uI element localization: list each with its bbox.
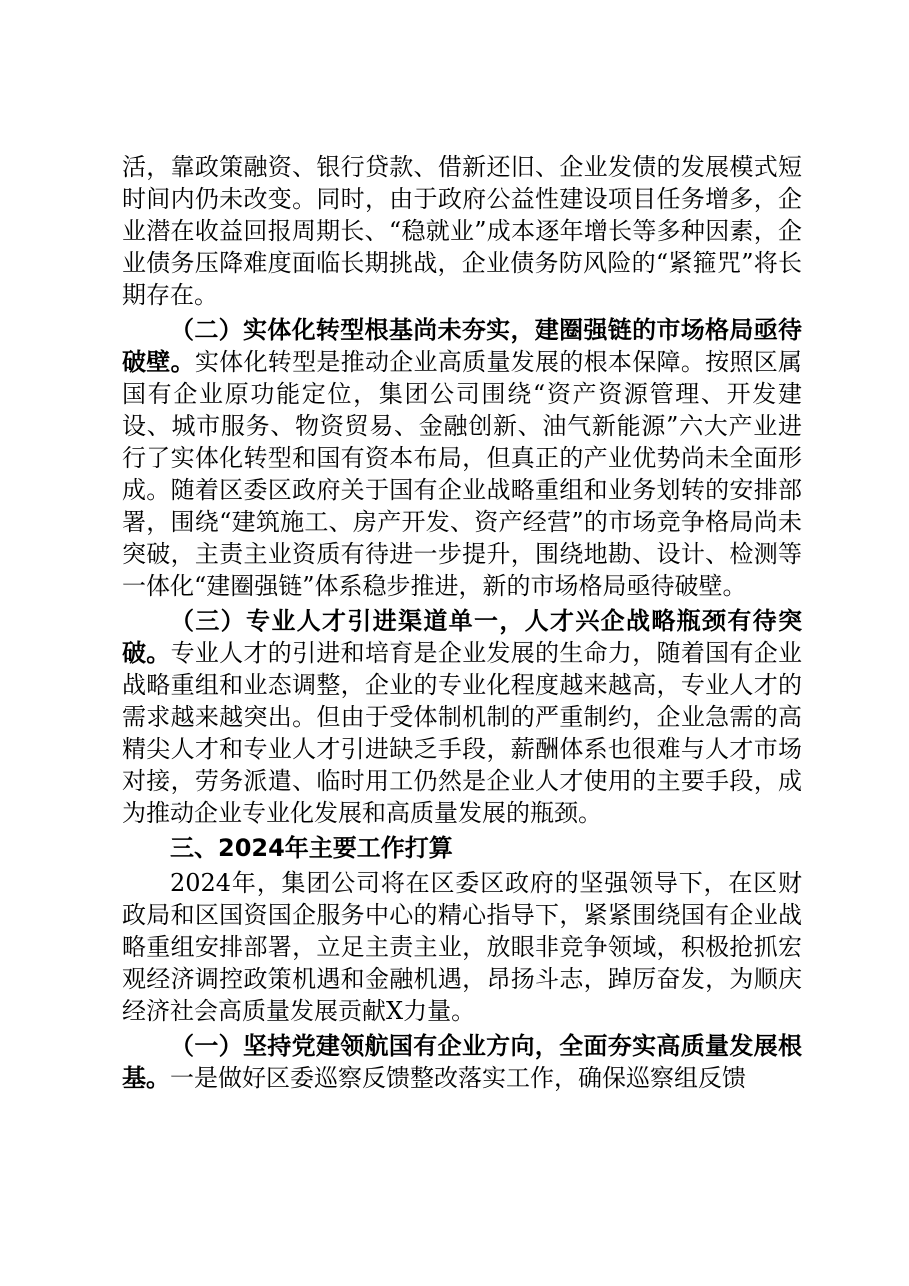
- paragraph-party-building-heading: （一）坚持党建领航国有企业方向，全面夯实高质量发展根基。: [122, 1031, 802, 1092]
- paragraph-2024-overview: [122, 867, 802, 1027]
- paragraph-transformation-text: 实体化转型是推动企业高质量发展的根本保障。按照区属国有企业原功能定位，集团公司围绕“资产资源管理、开发建设、城市服务、物资贸易、金融创新、油气新能源”六大产业进行了实体化转型和国有资本布局，但真正的产业优势尚未全面形成。随着区委区政府关于国有企业战略重组和业务划转的安排部署，围绕“建筑施工、房产开发、资产经营”的市场竞争格局尚未突破，主责主业资质有待进一步提升，围绕地勘、设计、检测等一体化“建圈强链”体系稳步推进，新的市场格局亟待破壁。: [122, 348, 802, 600]
- section-heading-2024-plan: 三、2024年主要工作打算: [170, 834, 453, 862]
- paragraph-debt-risk: [122, 151, 802, 311]
- paragraph-2024-overview-text: 2024年，集团公司将在区委区政府的坚强领导下，在区财政局和区国资国企服务中心的精心指导下，紧紧围绕国有企业战略重组安排部署，立足主责主业，放眼非竞争领域，积极抢抓宏观经济调控政策机遇和金融机遇，昂扬斗志，踔厉奋发，为顺庆经济社会高质量发展贡献X力量。: [122, 869, 802, 1025]
- document-body: [122, 151, 802, 1097]
- paragraph-party-building-text: 一是做好区委巡察反馈整改落实工作，确保巡察组反馈: [170, 1064, 746, 1092]
- paragraph-talent: [122, 605, 802, 829]
- paragraph-talent-text: 专业人才的引进和培育是企业发展的生命力，随着国有企业战略重组和业态调整，企业的专业化程度越来越高，专业人才的需求越来越突出。但由于受体制机制的严重制约，企业急需的高精尖人才和专业人才引进缺乏手段，薪酬体系也很难与人才市场对接，劳务派遣、临时用工仍然是企业人才使用的主要手段，成为推动企业专业化发展和高质量发展的瓶颈。: [122, 639, 802, 827]
- paragraph-party-building: [122, 1030, 802, 1094]
- paragraph-transformation-heading: （二）实体化转型根基尚未夯实，建圈强链的市场格局亟待破壁。: [122, 315, 802, 376]
- paragraph-transformation: [122, 314, 802, 602]
- paragraph-talent-heading: （三）专业人才引进渠道单一，人才兴企战略瓶颈有待突破。: [122, 606, 802, 667]
- paragraph-debt-risk-text: 活，靠政策融资、银行贷款、借新还旧、企业发债的发展模式短时间内仍未改变。同时，由于政府公益性建设项目任务增多，企业潜在收益回报周期长、“稳就业”成本逐年增长等多种因素，企业债务压降难度面临长期挑战，企业债务防风险的“紧箍咒”将长期存在。: [122, 153, 802, 309]
